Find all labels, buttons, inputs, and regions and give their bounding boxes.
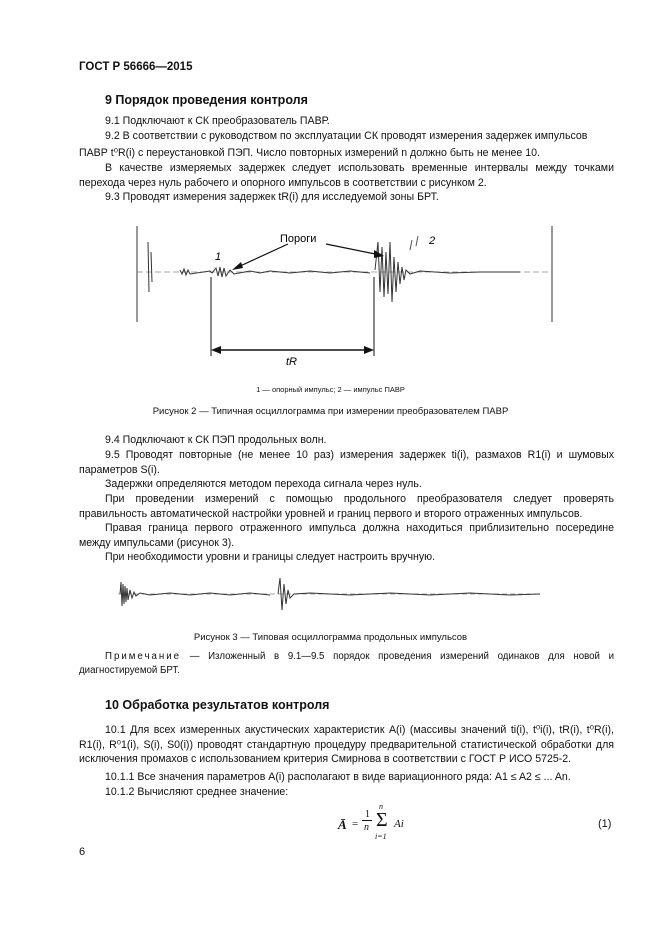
noise-marks — [410, 236, 418, 250]
sum-lower-limit: i=1 — [375, 832, 387, 841]
formula-equals: = — [352, 818, 359, 830]
note-block — [79, 650, 614, 677]
tr-arrow-right — [364, 346, 374, 354]
thresholds-label: Пороги — [280, 233, 317, 245]
section-9-title: 9 Порядок проведения контроля — [105, 93, 308, 107]
figure-2-oscillogram — [120, 222, 560, 382]
formula-denominator: n — [364, 822, 369, 833]
paragraph-zero-crossing: Задержки определяются методом перехода сигнала через нуль. — [105, 478, 422, 490]
paragraph-9-4: 9.4 Подключают к СК ПЭП продольных волн. — [105, 434, 327, 446]
figure-2-caption: Рисунок 2 — Типичная осциллограмма при измерении преобразователем ПАВР — [152, 406, 509, 417]
threshold-arrow-1 — [238, 244, 288, 267]
document-header: ГОСТ Р 56666—2015 — [79, 61, 193, 73]
paragraph-10-1-1: 10.1.1 Все значения параметров A(i) располагают в виде вариационного ряда: A1 ≤ A2 ≤ ... An. — [105, 771, 571, 783]
note-label: Примечание — [105, 651, 182, 662]
note-text: — Изложенный в 9.1—9.5 порядок проведения измерений одинаков для новой и диагностируемой БРТ. — [79, 651, 614, 676]
figure-3-caption: Рисунок 3 — Типовая осциллограмма продольных импульсов — [193, 632, 468, 643]
formula-1 — [338, 802, 448, 846]
section-10-title: 10 Обработка результатов контроля — [105, 698, 330, 712]
paragraph-9-1: 9.1 Подключают к СК преобразователь ПАВР. — [105, 115, 330, 127]
paragraph-9-2c: В качестве измеряемых задержек следует использовать временные интервалы между точками перехода через нуль рабочего и опорного импульсов в соответствии с рисунком 2. — [79, 162, 614, 189]
paragraph-9-2a: 9.2 В соответствии с руководством по эксплуатации СК проводят измерения задержек импульсов — [105, 130, 588, 142]
formula-lhs: Ā — [338, 817, 347, 832]
figure-3-oscillogram — [110, 568, 550, 622]
paragraph-10-1-2: 10.1.2 Вычисляют среднее значение: — [105, 786, 289, 798]
signal-second-pulse — [278, 578, 540, 610]
paragraph-auto-settings: При проведении измерений с помощью продольного преобразователя следует проверять правильность автоматической настройки уровней и границ первого и второго отраженных импульсов. — [79, 493, 614, 520]
sum-upper-limit: n — [379, 802, 383, 811]
figure-2-legend: 1 — опорный импульс; 2 — импульс ПАВР — [256, 385, 405, 394]
tr-label: tR — [286, 356, 297, 368]
fraction-bar — [362, 820, 372, 821]
paragraph-9-2b: ПАВР t⁰R(i) с переустановкой ПЭП. Число повторных измерений n должно быть не менее 10. — [79, 147, 540, 159]
threshold-arrow-2 — [326, 244, 380, 255]
signal-reference-pulse — [148, 242, 370, 292]
paragraph-manual-setup: При необходимости уровни и границы следует настроить вручную. — [105, 551, 436, 563]
arrow-head-1 — [232, 262, 243, 270]
formula-term: Ai — [394, 818, 404, 830]
paragraph-10-1: 10.1 Для всех измеренных акустических характеристик A(i) (массивы значений ti(i), t⁰i(i), tR(i), t⁰R(i), R1(i), R⁰1(i), S(i), S0(i)) проводят стандартную процедуру предварительной статистической обработки для исключения промахов с использованием критерия Смирнова в соответствии с ГОСТ Р ИСО 5725-2. — [79, 724, 614, 765]
paragraph-9-5: 9.5 Проводят повторные (не менее 10 раз) измерения задержек ti(i), размахов R1(i) и шумовых параметров S(i). — [79, 449, 614, 476]
paragraph-9-3: 9.3 Проводят измерения задержек tR(i) для исследуемой зоны БРТ. — [105, 191, 439, 203]
marker-2: 2 — [429, 235, 436, 247]
sum-symbol: Σ — [376, 809, 388, 831]
tr-arrow-left — [211, 346, 221, 354]
formula-numerator: 1 — [365, 809, 370, 820]
paragraph-right-boundary: Правая граница первого отраженного импульса должна находиться приблизительно посередине между импульсами (рисунок 3). — [79, 522, 614, 549]
formula-number: (1) — [598, 818, 612, 830]
page-number: 6 — [79, 846, 86, 858]
marker-1: 1 — [215, 251, 222, 263]
